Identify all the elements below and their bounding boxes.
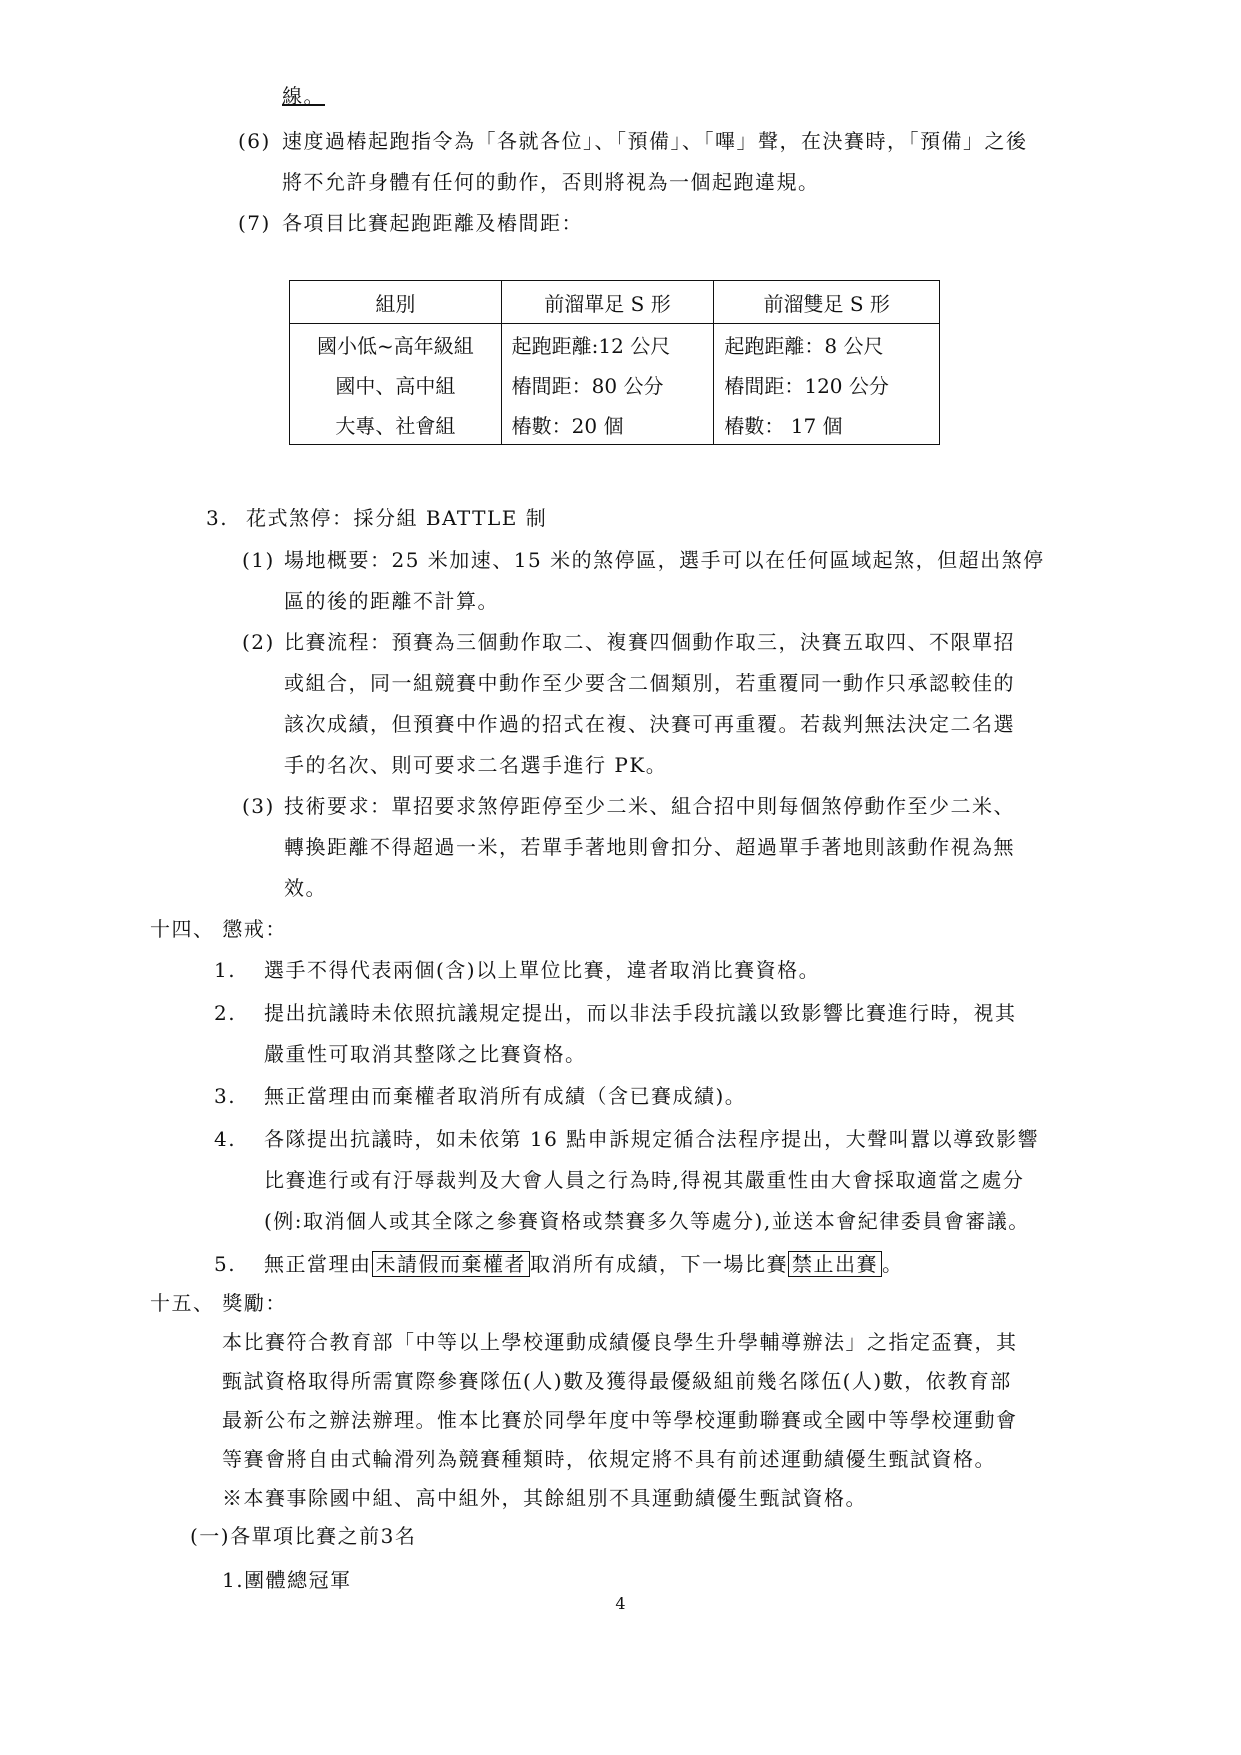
sec3-p3-number: (3) — [242, 794, 275, 818]
item-6-number: (6) — [238, 129, 271, 153]
table-row — [290, 404, 940, 445]
penalty-item-number: 2. — [214, 1001, 237, 1025]
page-number: 4 — [615, 1594, 626, 1613]
continuation-line: 線。 — [282, 84, 325, 108]
penalty-item-line: 比賽進行或有汙辱裁判及大會人員之行為時,得視其嚴重性由大會採取適當之處分 — [264, 1168, 1025, 1192]
table-cell: 大專、社會組 — [290, 404, 502, 445]
sec3-p2-line-2: 或組合，同一組競賽中動作至少要含二個類別，若重覆同一動作只承認較佳的 — [284, 671, 1015, 695]
reward-line: 等賽會將自由式輪滑列為競賽種類時，依規定將不具有前述運動績優生甄試資格。 — [222, 1447, 996, 1471]
table-cell: 起跑距離：8 公尺 — [714, 324, 940, 365]
penalty-item-line: (例:取消個人或其全隊之參賽資格或禁賽多久等處分),並送本會紀律委員會審議。 — [264, 1209, 1030, 1233]
reward-line: 最新公布之辦法辦理。惟本比賽於同學年度中等學校運動聯賽或全國中等學校運動會 — [222, 1408, 1018, 1432]
sec3-p3-line-1: 技術要求：單招要求煞停距停至少二米、組合招中則每個煞停動作至少二米、 — [284, 794, 1015, 818]
penalty-5-text: 無正當理由 — [264, 1252, 372, 1276]
reward-subsection: (一)各單項比賽之前3名 — [190, 1524, 417, 1548]
table-header-cell: 組別 — [290, 281, 502, 324]
reward-note: ※本賽事除國中組、高中組外，其餘組別不具運動績優生甄試資格。 — [222, 1486, 867, 1510]
table-header-row — [290, 281, 940, 324]
item-7-number: (7) — [238, 211, 271, 235]
item-7-text: 各項目比賽起跑距離及樁間距： — [282, 211, 583, 235]
table-row — [290, 364, 940, 404]
start-distance-table — [289, 280, 940, 445]
penalty-item-line: 選手不得代表兩個(含)以上單位比賽，違者取消比賽資格。 — [264, 958, 821, 982]
sec3-p3-line-2: 轉換距離不得超過一米，若單手著地則會扣分、超過單手著地則該動作視為無 — [284, 835, 1015, 859]
penalty-item-line: 無正當理由而棄權者取消所有成績（含已賽成績)。 — [264, 1084, 747, 1108]
item-6-line-1: 速度過樁起跑指令為「各就各位」、「預備」、「嗶」聲，在決賽時，「預備」之後 — [282, 129, 1028, 153]
boxed-phrase: 未請假而棄權者 — [372, 1251, 531, 1277]
penalty-item-5-line — [264, 1250, 904, 1278]
item-6-line-2: 將不允許身體有任何的動作，否則將視為一個起跑違規。 — [282, 170, 820, 194]
table-cell: 國中、高中組 — [290, 364, 502, 404]
penalty-5-text: 取消所有成績，下一場比賽 — [530, 1252, 788, 1276]
penalty-item-number: 4. — [214, 1127, 237, 1151]
penalty-item-number: 1. — [214, 958, 237, 982]
reward-subitem: 1.團體總冠軍 — [222, 1568, 352, 1592]
sec3-p2-number: (2) — [242, 630, 275, 654]
penalty-item-line: 提出抗議時未依照抗議規定提出，而以非法手段抗議以致影響比賽進行時，視其 — [264, 1001, 1017, 1025]
table-cell: 樁數：20 個 — [501, 404, 714, 445]
reward-line: 甄試資格取得所需實際參賽隊伍(人)數及獲得最優級組前幾名隊伍(人)數，依教育部 — [222, 1369, 1012, 1393]
table-cell: 起跑距離:12 公尺 — [501, 324, 714, 365]
penalty-item-number: 3. — [214, 1084, 237, 1108]
penalty-5-text: 。 — [882, 1252, 904, 1276]
table-row — [290, 324, 940, 365]
sec3-p2-line-1: 比賽流程：預賽為三個動作取二、複賽四個動作取三，決賽五取四、不限單招 — [284, 630, 1015, 654]
table-cell: 樁數： 17 個 — [714, 404, 940, 445]
section-3-title: 花式煞停：採分組 BATTLE 制 — [246, 506, 548, 530]
sec3-p2-line-3: 該次成績，但預賽中作過的招式在複、決賽可再重覆。若裁判無法決定二名選 — [284, 712, 1015, 736]
sec3-p1-line-1: 場地概要：25 米加速、15 米的煞停區，選手可以在任何區域起煞，但超出煞停 — [284, 548, 1045, 572]
penalty-item-line: 嚴重性可取消其整隊之比賽資格。 — [264, 1042, 587, 1066]
table-header-cell: 前溜雙足 S 形 — [714, 281, 940, 324]
penalty-item-number: 5. — [214, 1252, 237, 1276]
table-cell: 樁間距：120 公分 — [714, 364, 940, 404]
sec3-p3-line-3: 效。 — [284, 876, 327, 900]
sec3-p1-number: (1) — [242, 548, 275, 572]
sec3-p2-line-4: 手的名次、則可要求二名選手進行 PK。 — [284, 753, 668, 777]
section-15-heading: 十五、 獎勵： — [150, 1291, 287, 1315]
table-header-cell: 前溜單足 S 形 — [501, 281, 714, 324]
sec3-p1-line-2: 區的後的距離不計算。 — [284, 589, 499, 613]
table-cell: 樁間距：80 公分 — [501, 364, 714, 404]
section-14-heading: 十四、 懲戒： — [150, 917, 287, 941]
boxed-phrase: 禁止出賽 — [788, 1251, 882, 1277]
penalty-item-line: 各隊提出抗議時，如未依第 16 點申訴規定循合法程序提出，大聲叫囂以導致影響 — [264, 1127, 1040, 1151]
reward-line: 本比賽符合教育部「中等以上學校運動成績優良學生升學輔導辦法」之指定盃賽，其 — [222, 1330, 1018, 1354]
section-3-number: 3. — [206, 506, 229, 530]
table-cell: 國小低~高年級組 — [290, 324, 502, 365]
